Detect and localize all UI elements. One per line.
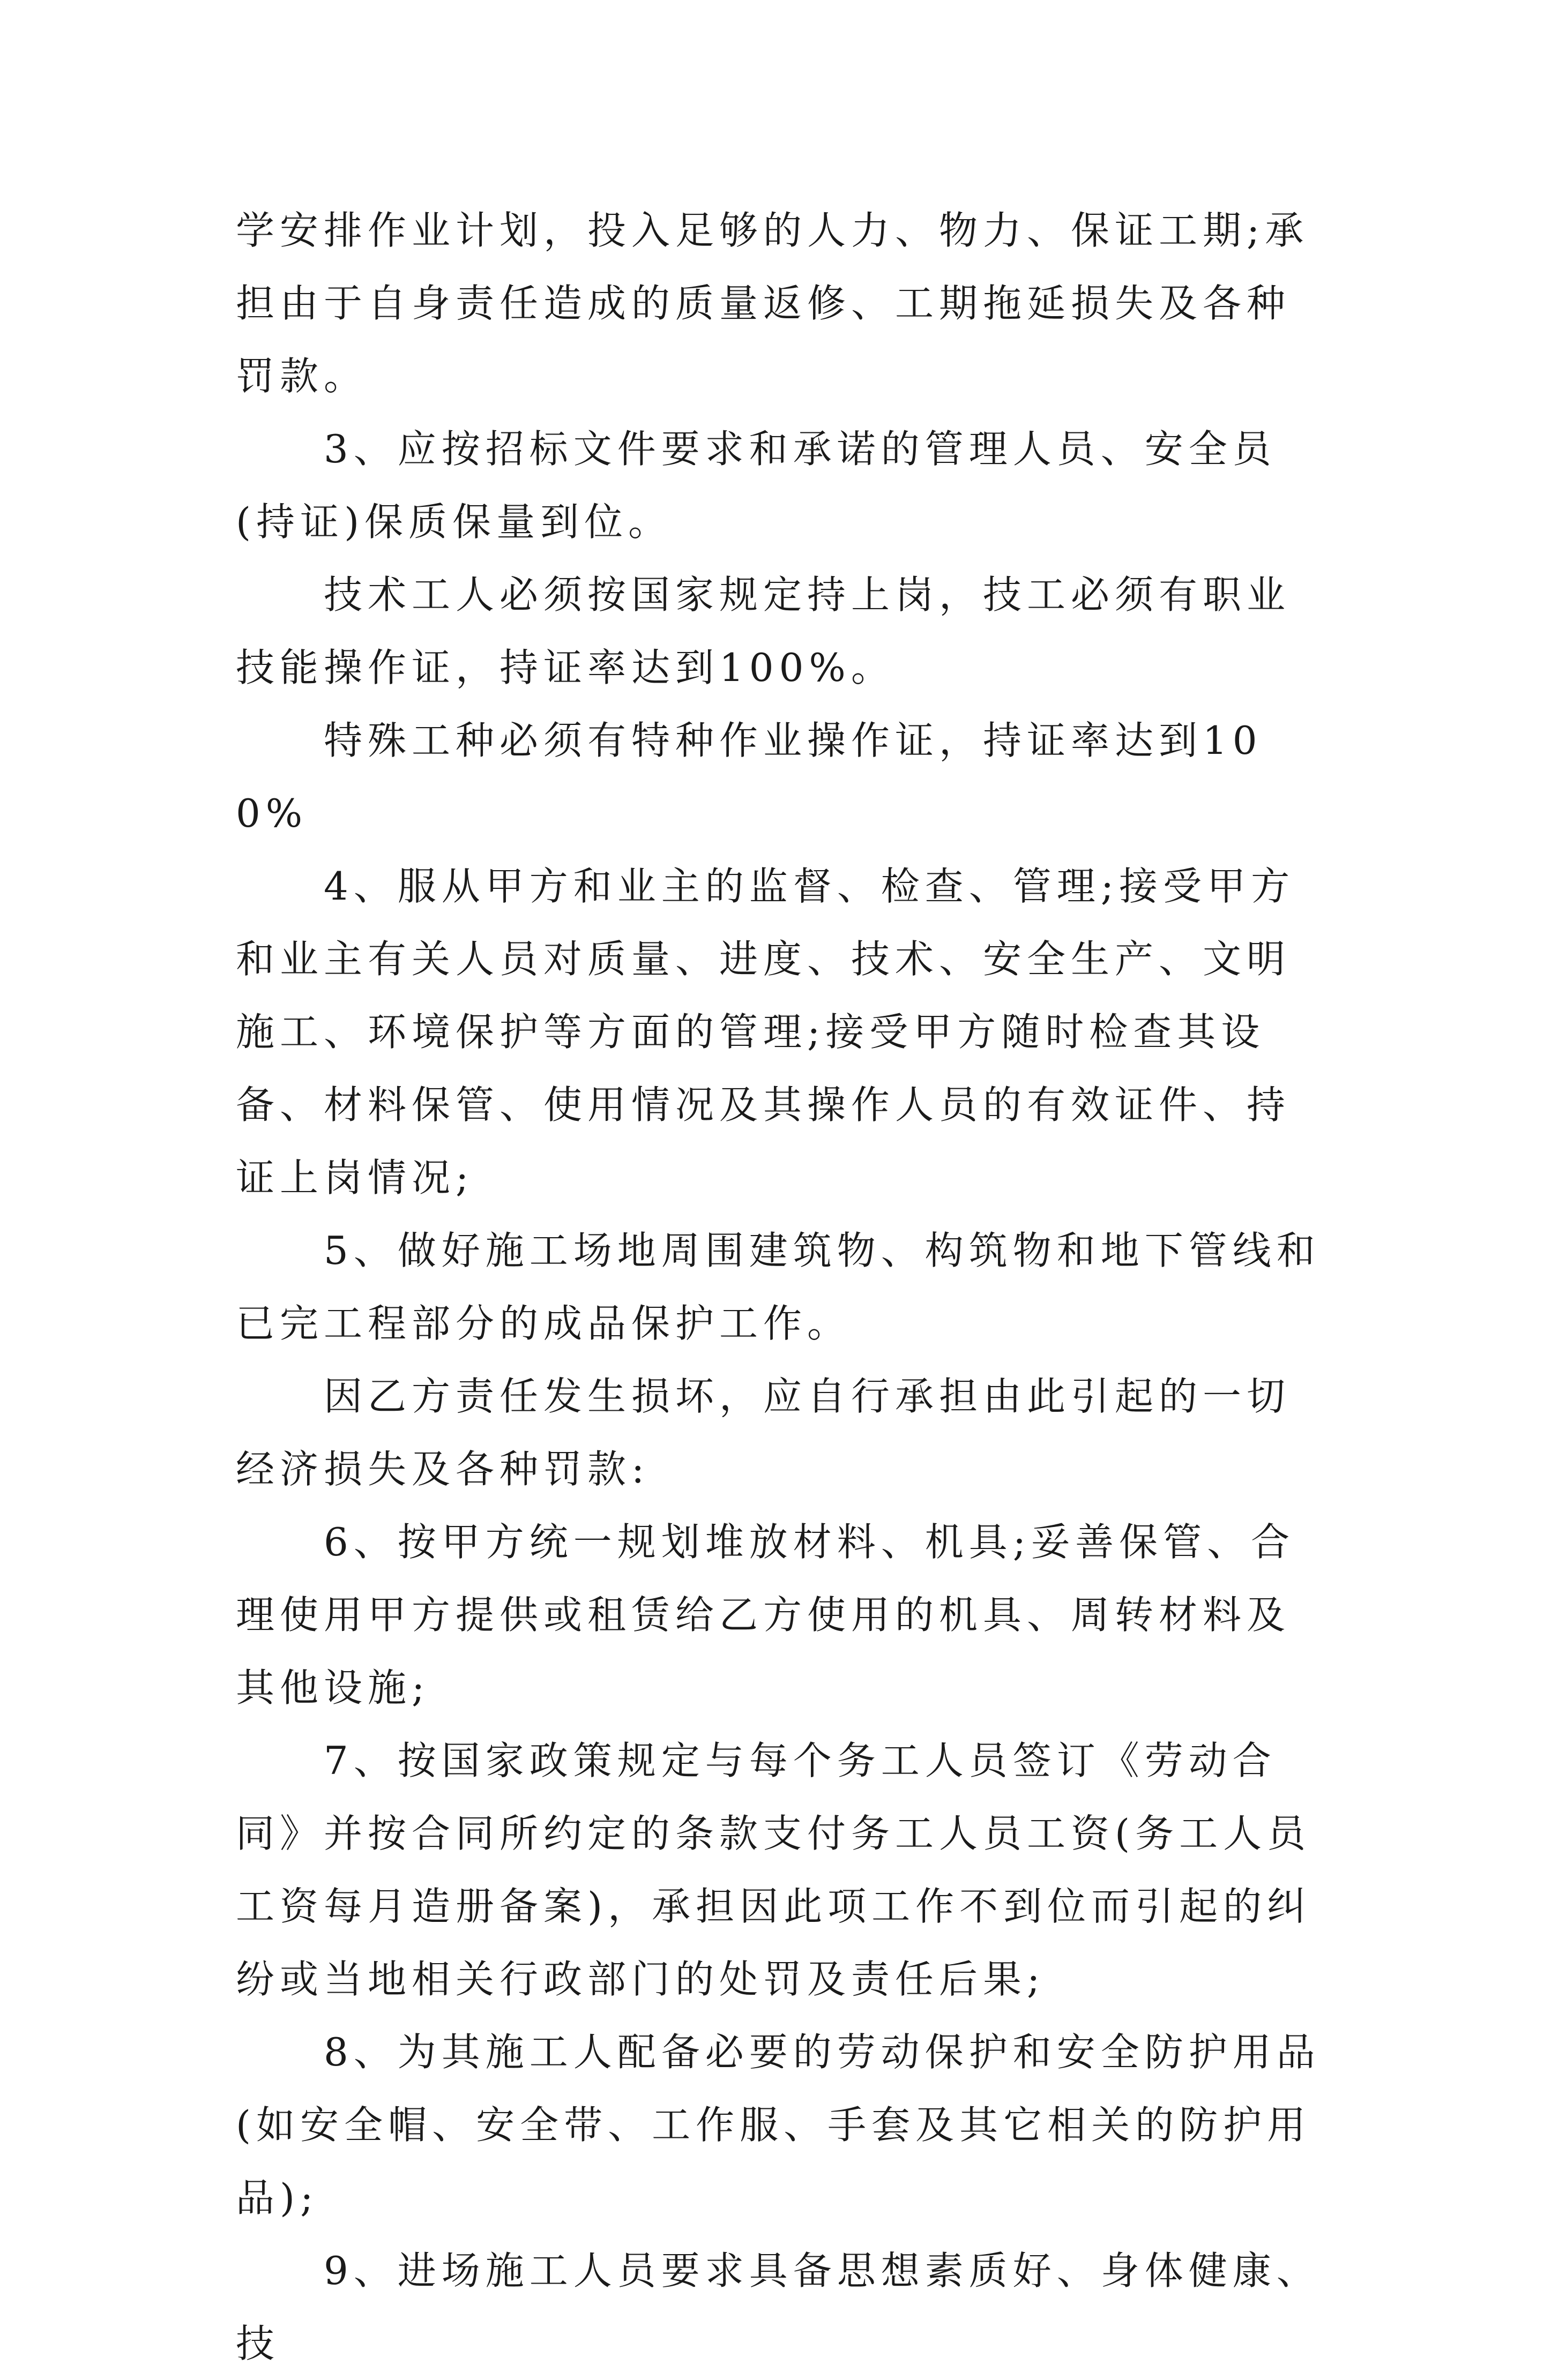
paragraph-damage-liability: 因乙方责任发生损坏，应自行承担由此引起的一切经济损失及各种罚款:	[236, 1374, 1291, 1492]
paragraph-item-3: 3、应按招标文件要求和承诺的管理人员、安全员(持证)保质保量到位。	[236, 426, 1277, 544]
paragraph-item-6: 6、按甲方统一规划堆放材料、机具;妥善保管、合理使用甲方提供或租赁给乙方使用的机具、周转材料及其他设施;	[236, 1520, 1295, 1710]
paragraph-item-5: 5、做好施工场地周围建筑物、构筑物和地下管线和已完工程部分的成品保护工作。	[236, 1228, 1321, 1346]
paragraph-continued: 学安排作业计划，投入足够的人力、物力、保证工期;承担由于自身责任造成的质量返修、工期拖延损失及各种罚款。	[236, 208, 1309, 399]
paragraph-item-7: 7、按国家政策规定与每个务工人员签订《劳动合同》并按合同所约定的条款支付务工人员工资(务工人员工资每月造册备案)，承担因此项工作不到位而引起的纠纷或当地相关行政部门的处罚及责任后果;	[236, 1738, 1311, 2002]
paragraph-special-workers: 特殊工种必须有特种作业操作证，持证率达到100%	[236, 718, 1263, 836]
paragraph-item-8: 8、为其施工人配备必要的劳动保护和安全防护用品(如安全帽、安全带、工作服、手套及其它相关的防护用品);	[236, 2030, 1321, 2220]
paragraph-item-9: 9、进场施工人员要求具备思想素质好、身体健康、技	[236, 2248, 1321, 2366]
paragraph-item-4: 4、服从甲方和业主的监督、检查、管理;接受甲方和业主有关人员对质量、进度、技术、安全生产、文明施工、环境保护等方面的管理;接受甲方随时检查其设备、材料保管、使用情况及其操作人员的有效证件、持证上岗情况;	[236, 864, 1295, 1200]
paragraph-technical-workers: 技术工人必须按国家规定持上岗，技工必须有职业技能操作证，持证率达到100%。	[236, 572, 1291, 690]
document-body	[236, 194, 1329, 2380]
